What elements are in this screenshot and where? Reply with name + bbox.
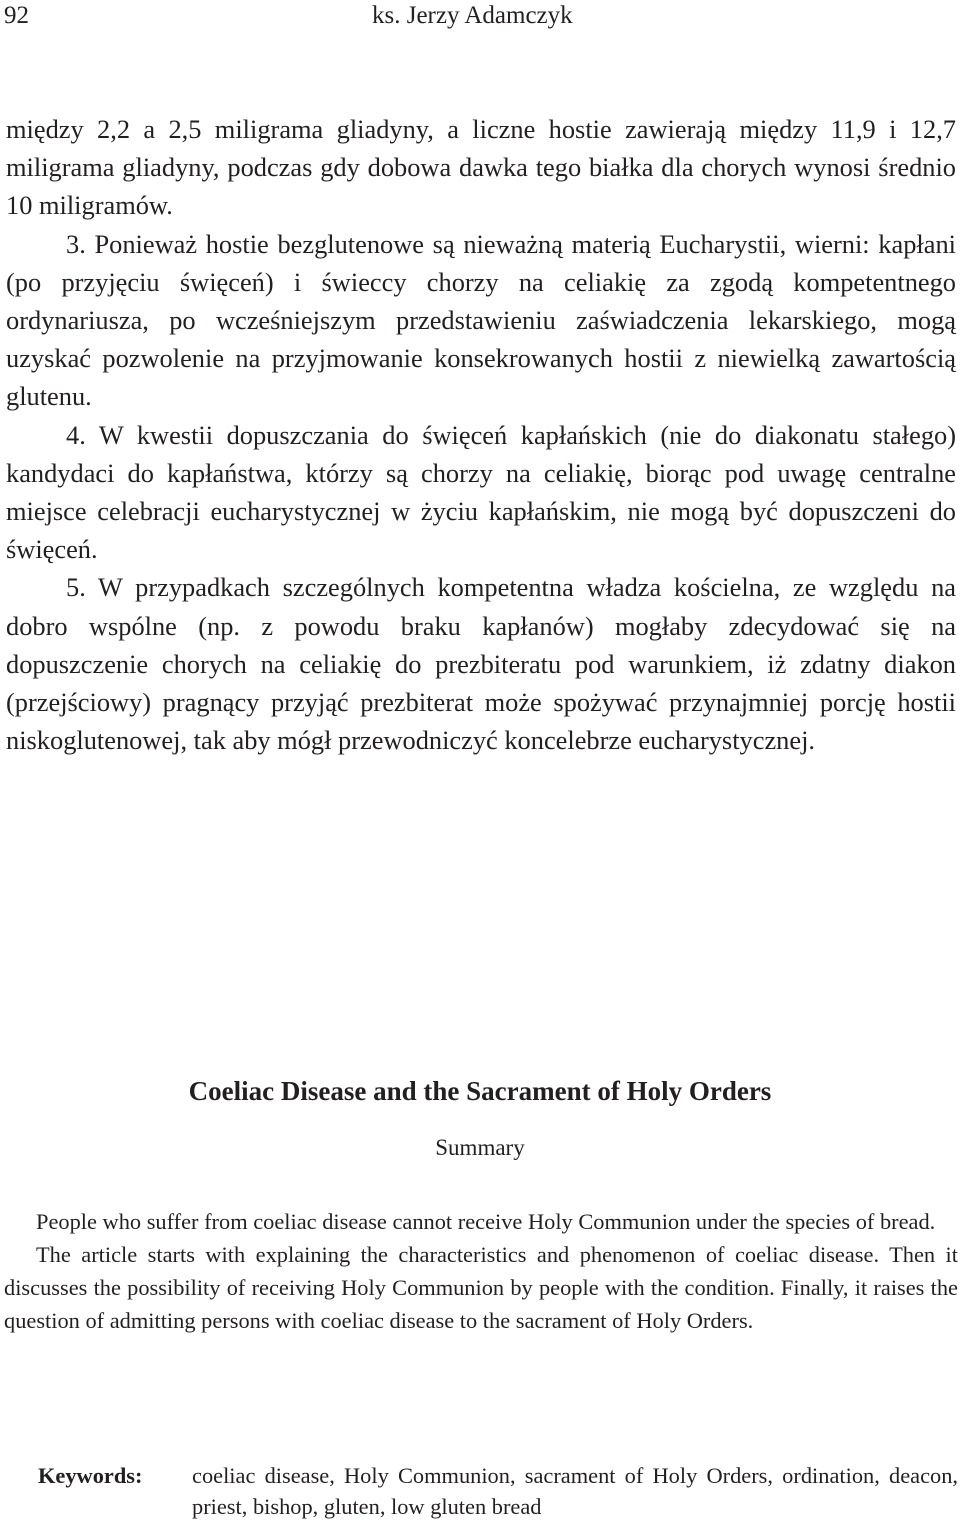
summary-subtitle: Summary xyxy=(435,1135,525,1160)
body-paragraph-continued: między 2,2 a 2,5 miligrama gliadyny, a liczne hostie zawierają między 11,9 i 12,7 miligrama gliadyny, podczas gdy dobowa dawka tego białka dla chorych wynosi średnio 10 miligramów. xyxy=(6,114,956,221)
body-paragraph-point-5: 5. W przypadkach szczególnych kompetentna władza kościelna, ze względu na dobro wspólne (np. z powodu braku kapłanów) mogłaby zdecydować się na dopuszczenie chorych na celiakię do prezbiteratu pod warunkiem, iż zdatny diakon (przejściowy) pragnący przyjąć prezbiterat może spożywać przynajmniej porcję hostii niskoglutenowej, tak aby mógł przewodniczyć koncelebrze eucharystycznej. xyxy=(6,572,956,756)
summary-body xyxy=(4,1205,958,1337)
keywords-list: coeliac disease, Holy Communion, sacrament of Holy Orders, ordination, deacon, priest, bishop, gluten, low gluten bread xyxy=(192,1463,958,1519)
summary-paragraph: The article starts with explaining the characteristics and phenomenon of coeliac disease. Then it discusses the possibility of receiving Holy Communion by people with the condition. Finally, it raises the question of admitting persons with coeliac disease to the sacrament of Holy Orders. xyxy=(4,1242,958,1333)
running-head-author: ks. Jerzy Adamczyk xyxy=(372,2,573,29)
page-number: 92 xyxy=(4,2,29,29)
main-body-text xyxy=(6,110,956,759)
page-header xyxy=(0,0,960,34)
keywords-label: Keywords: xyxy=(38,1463,143,1488)
summary-paragraph: People who suffer from coeliac disease cannot receive Holy Communion under the species of bread. xyxy=(36,1209,936,1234)
body-paragraph-point-4: 4. W kwestii dopuszczania do święceń kapłańskich (nie do diakonatu stałego) kandydaci do kapłaństwa, którzy są chorzy na celiakię, biorąc pod uwagę centralne miejsce celebracji eucharystycznej w życiu kapłańskim, nie mogą być dopuszczeni do święceń. xyxy=(6,419,956,565)
summary-title: Coeliac Disease and the Sacrament of Holy Orders xyxy=(188,1076,772,1106)
body-paragraph-point-3: 3. Ponieważ hostie bezglutenowe są nieważną materią Eucharystii, wierni: kapłani (po przyjęciu święceń) i świeccy chorzy na celiakię za zgodą kompetentnego ordynariusza, po wcześniejszym przedstawieniu zaświadczenia lekarskiego, mogą uzyskać pozwolenie na przyjmowanie konsekrowanych hostii z niewielką zawartością glutenu. xyxy=(6,228,956,412)
